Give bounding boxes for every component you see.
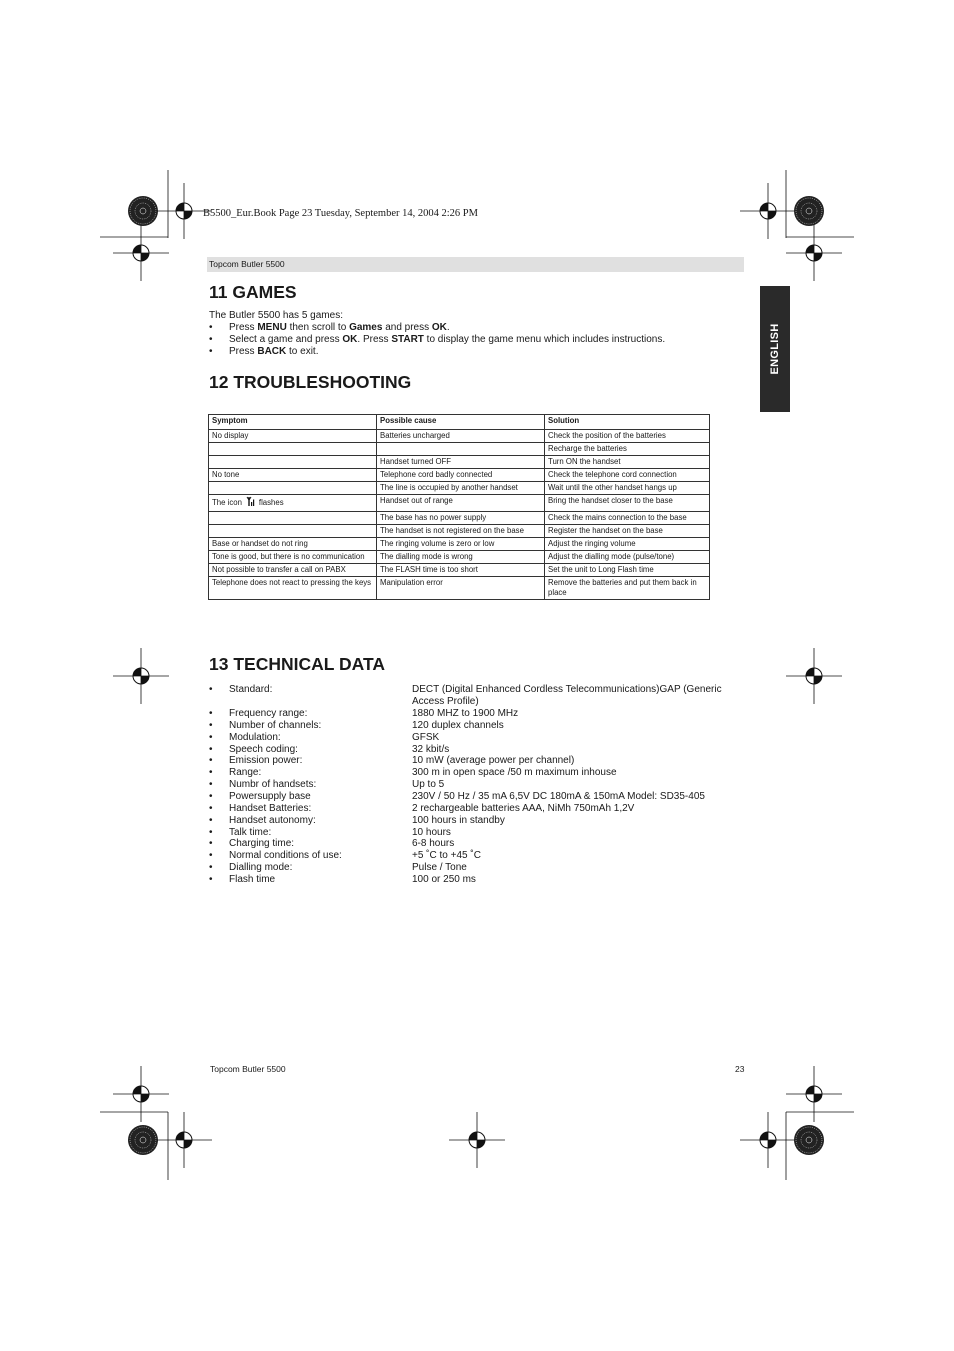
symptom-cell: Base or handset do not ring (209, 538, 377, 551)
troubleshooting-heading: 12 TROUBLESHOOTING (209, 372, 412, 392)
keyword: BACK (257, 346, 287, 357)
spec-label: Normal conditions of use: (229, 850, 342, 862)
solution-cell: Register the handset on the base (545, 525, 710, 538)
solution-cell: Turn ON the handset (545, 456, 710, 469)
spec-value: 6-8 hours (412, 838, 455, 850)
solution-cell: Set the unit to Long Flash time (545, 564, 710, 577)
text-fragment: to exit. (286, 346, 319, 357)
spec-value: +5 ˚C to +45 ˚C (412, 850, 481, 862)
spec-value: 10 mW (average power per channel) (412, 755, 575, 767)
spec-label: Flash time (229, 873, 276, 885)
spec-value: 100 hours in standby (412, 814, 505, 826)
symptom-cell (209, 443, 377, 456)
spec-value: Up to 5 (412, 779, 445, 791)
bullet-marker: • (209, 322, 213, 333)
footer-title: Topcom Butler 5500 (210, 1064, 286, 1074)
bullet-marker: • (209, 790, 213, 802)
bullet-marker: • (209, 743, 213, 755)
cause-cell: Manipulation error (377, 577, 545, 600)
cause-cell: Batteries uncharged (377, 430, 545, 443)
bullet-text (229, 346, 318, 358)
table-row (209, 443, 710, 456)
cause-cell: Handset out of range (377, 495, 545, 512)
symptom-cell: Telephone does not react to pressing the keys (209, 577, 377, 600)
print-info: B5500_Eur.Book Page 23 Tuesday, September 14, 2004 2:26 PM (203, 208, 478, 219)
bullet-marker: • (209, 767, 213, 779)
bullet-marker: • (209, 346, 213, 357)
bullet-marker: • (209, 862, 213, 874)
table-row (209, 538, 710, 551)
spec-value: 230V / 50 Hz / 35 mA 6,5V DC 180mA & 150mA Model: SD35-405 (412, 790, 705, 802)
running-title: Topcom Butler 5500 (209, 259, 285, 269)
spec-label: Range: (229, 767, 262, 779)
spec-label: Handset autonomy: (229, 814, 316, 826)
text-fragment: to display the game menu which includes instructions. (423, 334, 666, 345)
spec-label: Charging time: (229, 838, 295, 850)
symptom-cell: No tone (209, 469, 377, 482)
cause-cell: The ringing volume is zero or low (377, 538, 545, 551)
table-header-row (209, 415, 710, 430)
language-label: ENGLISH (769, 323, 781, 375)
solution-cell: Wait until the other handset hangs up (545, 482, 710, 495)
technical-data-heading: 13 TECHNICAL DATA (209, 654, 385, 674)
bullet-text (229, 334, 665, 346)
games-intro: The Butler 5500 has 5 games: (209, 310, 343, 321)
spec-label: Number of channels: (229, 719, 322, 731)
solution-cell: Bring the handset closer to the base (545, 495, 710, 512)
symptom-cell (209, 525, 377, 538)
troubleshooting-table (208, 414, 710, 600)
language-tab (760, 286, 790, 412)
column-header-symptom: Symptom (209, 415, 377, 430)
keyword: OK (431, 322, 447, 333)
symptom-text-suffix: flashes (258, 498, 284, 508)
table-row (209, 430, 710, 443)
bullet-marker: • (209, 684, 213, 695)
bullet-marker: • (209, 850, 213, 862)
games-heading: 11 GAMES (209, 282, 297, 302)
symptom-cell (209, 482, 377, 495)
keyword: START (391, 334, 424, 345)
cause-cell: Handset turned OFF (377, 456, 545, 469)
running-header (207, 257, 744, 272)
spec-label: Emission power: (229, 755, 303, 767)
bullet-marker: • (209, 755, 213, 767)
keyword: OK (342, 334, 358, 345)
solution-cell: Remove the batteries and put them back in place (545, 577, 710, 600)
bullet-marker: • (209, 873, 213, 885)
solution-cell: Recharge the batteries (545, 443, 710, 456)
cause-cell: The dialling mode is wrong (377, 551, 545, 564)
spec-value: 32 kbit/s (412, 743, 450, 755)
cause-cell: The FLASH time is too short (377, 564, 545, 577)
spec-value: Pulse / Tone (412, 862, 467, 874)
bullet-marker: • (209, 838, 213, 850)
symptom-cell (209, 512, 377, 525)
spec-label: Numbr of handsets: (229, 779, 317, 791)
spec-label: Handset Batteries: (229, 802, 312, 814)
antenna-signal-icon (246, 496, 255, 510)
spec-label: Speech coding: (229, 743, 298, 755)
text-fragment: and press (382, 322, 432, 333)
page-number: 23 (735, 1064, 745, 1074)
spec-value: 10 hours (412, 826, 451, 838)
solution-cell: Check the position of the batteries (545, 430, 710, 443)
spec-label: Dialling mode: (229, 862, 293, 874)
spec-value: 1880 MHZ to 1900 MHz (412, 708, 519, 719)
text-fragment: Press (229, 346, 258, 357)
cause-cell (377, 443, 545, 456)
spec-value: DECT (Digital Enhanced Cordless Telecommunications)GAP (Generic Access Profile) (412, 684, 722, 707)
bullet-marker: • (209, 731, 213, 743)
text-fragment: . Press (357, 334, 392, 345)
table-row (209, 456, 710, 469)
table-row (209, 469, 710, 482)
symptom-cell (209, 456, 377, 469)
table-row (209, 512, 710, 525)
spec-label: Powersupply base (229, 790, 311, 802)
bullet-marker: • (209, 708, 213, 719)
symptom-cell: No display (209, 430, 377, 443)
table-row (209, 564, 710, 577)
spec-value: 100 or 250 ms (412, 873, 476, 885)
column-header-cause: Possible cause (377, 415, 545, 430)
solution-cell: Check the mains connection to the base (545, 512, 710, 525)
text-fragment: . (446, 322, 450, 333)
cause-cell: The handset is not registered on the base (377, 525, 545, 538)
text-fragment: Press (229, 322, 258, 333)
text-fragment: Select a game and press (229, 334, 343, 345)
solution-cell: Check the telephone cord connection (545, 469, 710, 482)
table-row (209, 551, 710, 564)
symptom-cell (209, 495, 377, 512)
text-fragment: then scroll to (286, 322, 350, 333)
spec-label: Talk time: (229, 826, 272, 838)
bullet-marker: • (209, 814, 213, 826)
spec-value: 300 m in open space /50 m maximum inhouse (412, 767, 617, 779)
table-row (209, 577, 710, 600)
table-row (209, 495, 710, 512)
symptom-text: The icon (212, 498, 242, 508)
bullet-marker: • (209, 719, 213, 731)
table-row (209, 482, 710, 495)
spec-value: 2 rechargeable batteries AAA, NiMh 750mAh 1,2V (412, 802, 635, 814)
symptom-cell: Not possible to transfer a call on PABX (209, 564, 377, 577)
bullet-text (229, 322, 450, 334)
keyword: Games (349, 322, 383, 333)
cause-cell: The line is occupied by another handset (377, 482, 545, 495)
solution-cell: Adjust the dialling mode (pulse/tone) (545, 551, 710, 564)
spec-label: Frequency range: (229, 708, 308, 719)
bullet-marker: • (209, 826, 213, 838)
spec-value: GFSK (412, 731, 440, 743)
bullet-marker: • (209, 334, 213, 345)
spec-label: Modulation: (229, 731, 281, 743)
bullet-marker: • (209, 802, 213, 814)
table-row (209, 525, 710, 538)
symptom-cell: Tone is good, but there is no communication (209, 551, 377, 564)
solution-cell: Adjust the ringing volume (545, 538, 710, 551)
column-header-solution: Solution (545, 415, 710, 430)
keyword: MENU (257, 322, 287, 333)
cause-cell: Telephone cord badly connected (377, 469, 545, 482)
spec-label: Standard: (229, 684, 273, 695)
bullet-marker: • (209, 779, 213, 791)
cause-cell: The base has no power supply (377, 512, 545, 525)
spec-value: 120 duplex channels (412, 719, 504, 731)
